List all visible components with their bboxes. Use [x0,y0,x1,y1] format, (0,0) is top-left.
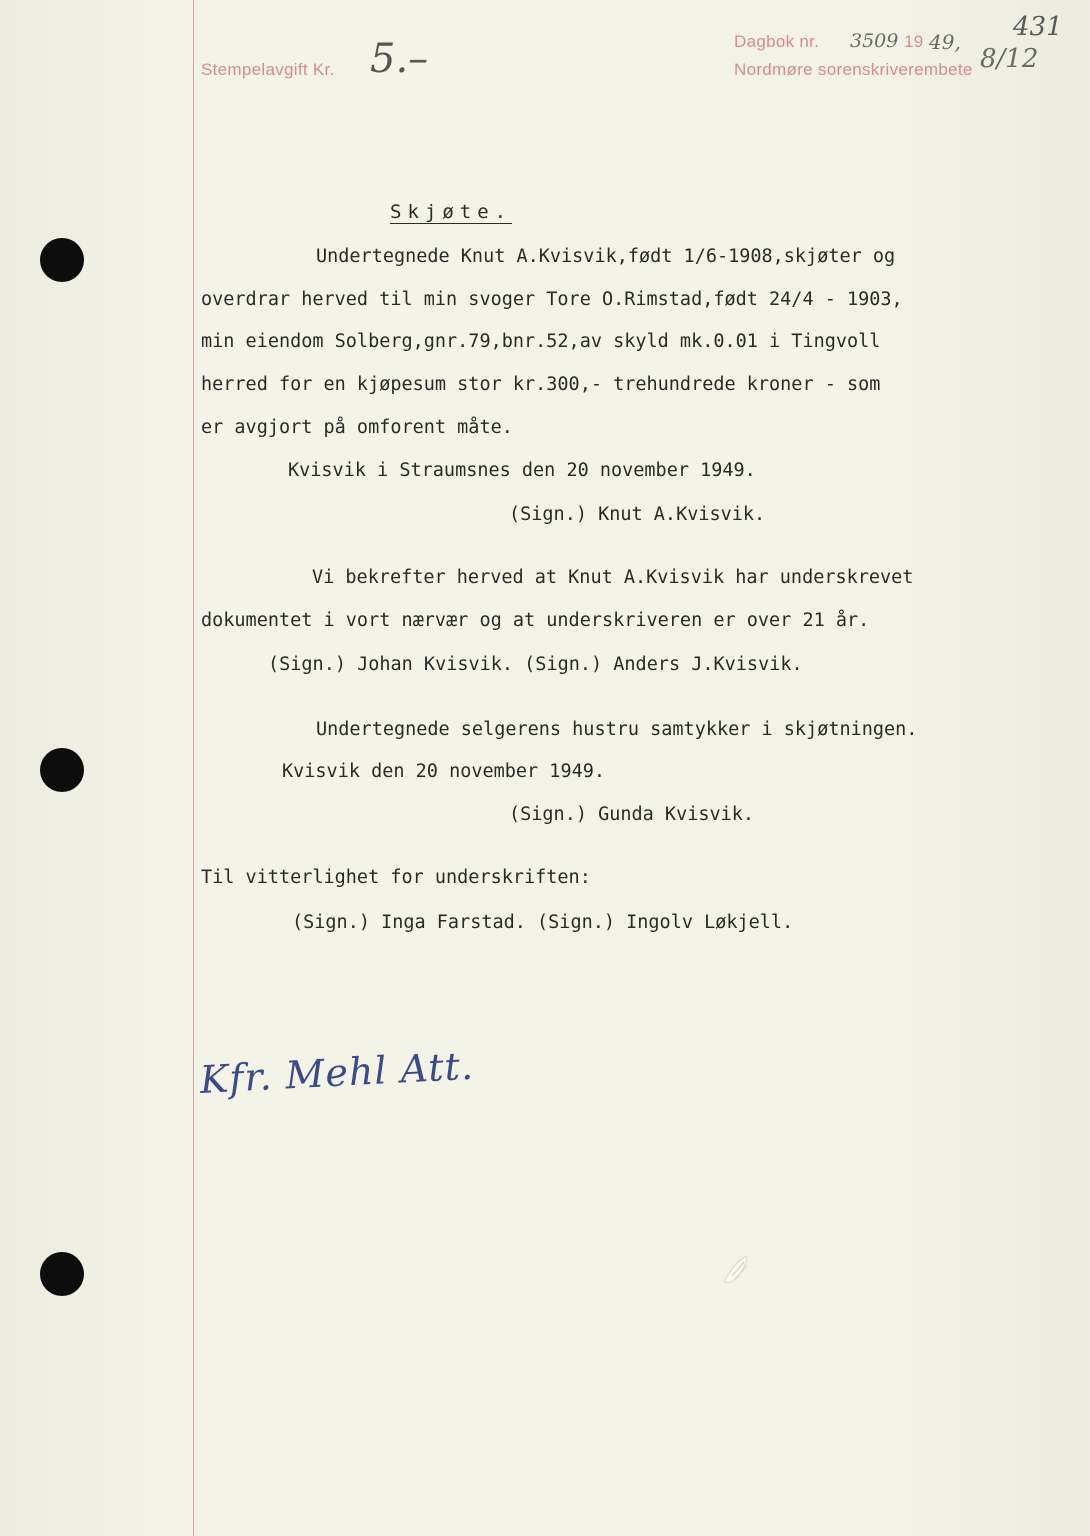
signature-seller: (Sign.) Knut A.Kvisvik. [509,504,766,525]
place-date-2: Kvisvik den 20 november 1949. [282,761,606,782]
witness-signatures-1: (Sign.) Johan Kvisvik. (Sign.) Anders J.Kvisvik. [268,654,803,675]
margin-rule [193,0,194,1536]
journal-stamp-line1 [734,32,819,52]
paragraph1-line5: er avgjort på omforent måte. [201,417,513,438]
paragraph1-line1: Undertegnede Knut A.Kvisvik,født 1/6-1908,skjøter og [316,246,896,267]
paragraph2-line1: Vi bekrefter herved at Knut A.Kvisvik har underskrevet [312,567,914,588]
paper-smudge [714,1242,764,1292]
paragraph1-line3: min eiendom Solberg,gnr.79,bnr.52,av skyld mk.0.01 i Tingvoll [201,331,881,352]
spouse-consent: Undertegnede selgerens hustru samtykker i skjøtningen. [316,719,918,740]
stamp-duty-amount: 5.– [370,36,429,82]
paragraph2-line2: dokumentet i vort nærvær og at underskriveren er over 21 år. [201,610,870,631]
punch-hole-bottom [40,1252,84,1296]
handwritten-note: Kfr. Mehl Att. [198,1043,475,1102]
office-name: Nordmøre sorenskriverembete [734,60,973,79]
page-number: 431 [1013,12,1063,42]
signature-spouse: (Sign.) Gunda Kvisvik. [509,804,755,825]
place-date-1: Kvisvik i Straumsnes den 20 november 1949. [288,460,756,481]
paragraph1-line2: overdrar herved til min svoger Tore O.Rimstad,født 24/4 - 1903, [201,289,903,310]
witness-heading: Til vitterlighet for underskriften: [201,867,591,888]
witness-signatures-2: (Sign.) Inga Farstad. (Sign.) Ingolv Løkjell. [292,912,794,933]
stamp-duty-text: Stempelavgift Kr. [201,60,335,79]
document-title: Skjøte. [390,201,513,223]
journal-stamp-line2 [734,60,973,80]
journal-date: 8/12 [980,44,1039,74]
journal-year-prefix: 19 [904,32,924,51]
journal-number-label: Dagbok nr. [734,32,820,51]
journal-number: 3509 [850,30,899,52]
punch-hole-middle [40,748,84,792]
journal-year: 49, [929,30,961,54]
paragraph1-line4: herred for en kjøpesum stor kr.300,- trehundrede kroner - som [201,374,881,395]
stamp-duty-label [201,60,335,80]
punch-hole-top [40,238,84,282]
